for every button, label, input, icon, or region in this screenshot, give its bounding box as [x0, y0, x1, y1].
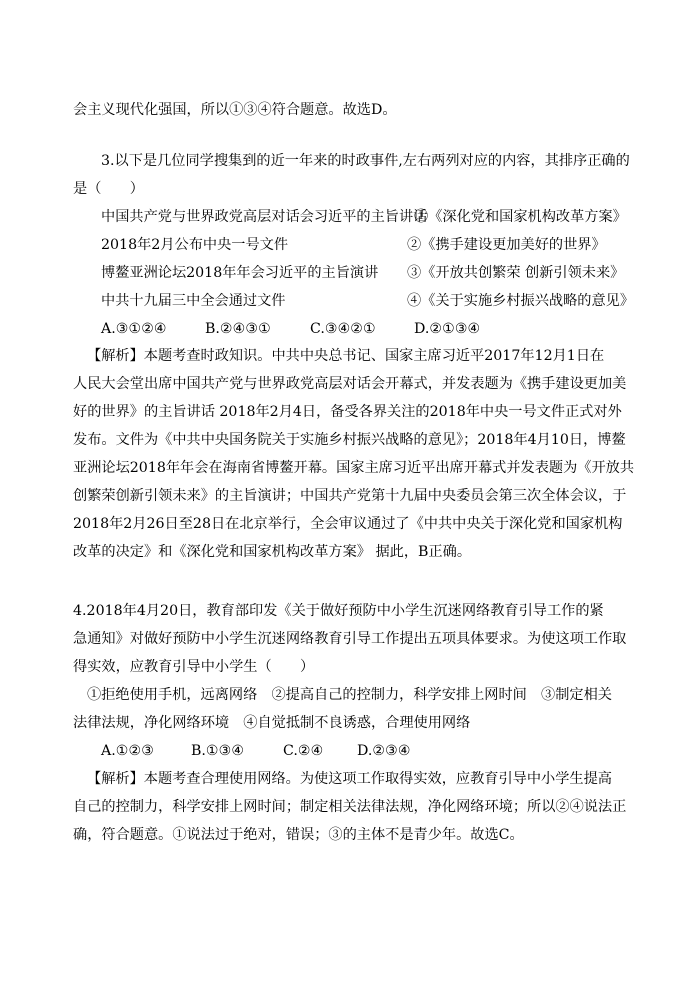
q4-option-c: C.②④	[283, 743, 324, 759]
q3-option-b: B.②④③①	[205, 321, 271, 337]
q3-pair-left-2: 2018年2月公布中央一号文件	[101, 237, 289, 253]
q3-analysis-line-5: 亚洲论坛2018年年会在海南省博鳌开幕。国家主席习近平出席开幕式并发表题为《开放共	[73, 460, 635, 476]
q3-analysis-line-3: 好的世界》的主旨讲话 2018年2月4日，备受各界关注的2018年中央一号文件正式对外	[73, 404, 622, 420]
q3-pair-left-4: 中共十九届三中全会通过文件	[101, 293, 286, 309]
q4-analysis-line-1: 【解析】本题考查合理使用网络。为使这项工作取得实效，应教育引导中小学生提高	[87, 771, 612, 787]
q4-stem-line-2: 急通知》对做好预防中小学生沉迷网络教育引导工作提出五项具体要求。为使这项工作取	[73, 631, 627, 647]
q4-stem-line-3: 得实效，应教育引导中小学生（ ）	[73, 659, 315, 675]
q3-stem-line-2: 是（ ）	[73, 181, 144, 197]
q3-option-d: D.②①③④	[414, 321, 481, 337]
q3-option-c: C.③④②①	[310, 321, 376, 337]
q3-stem-line-1: 3.以下是几位同学搜集到的近一年来的时政事件,左右两列对应的内容，其排序正确的	[101, 153, 630, 169]
q4-option-b: B.①③④	[191, 743, 245, 759]
q4-stem-line-1: 4.2018年4月20日，教育部印发《关于做好预防中小学生沉迷网络教育引导工作的紧	[73, 603, 604, 619]
q4-option-d: D.②③④	[357, 743, 411, 759]
q3-pair-left-1: 中国共产党与世界政党高层对话会习近平的主旨讲话	[101, 209, 428, 225]
q3-analysis-line-6: 创繁荣创新引领未来》的主旨演讲；中国共产党第十九届中央委员会第三次全体会议，于	[73, 488, 627, 504]
q3-option-a: A.③①②④	[101, 321, 167, 337]
q3-analysis-line-8: 改革的决定》和《深化党和国家机构改革方案》 据此，B正确。	[73, 544, 472, 560]
q3-pair-right-4: ④《关于实施乡村振兴战略的意见》	[407, 293, 635, 309]
q4-analysis-line-3: 确，符合题意。①说法过于绝对，错误；③的主体不是青少年。故选C。	[73, 827, 524, 843]
q3-analysis-line-2: 人民大会堂出席中国共产党与世界政党高层对话会开幕式，并发表题为《携手建设更加美	[73, 376, 627, 392]
q4-analysis-line-2: 自己的控制力，科学安排上网时间；制定相关法律法规，净化网络环境；所以②④说法正	[73, 799, 627, 815]
intro-line: 会主义现代化强国，所以①③④符合题意。故选D。	[73, 102, 397, 118]
q3-pair-right-2: ②《携手建设更加美好的世界》	[407, 237, 606, 253]
q3-analysis-line-4: 发布。文件为《中共中央国务院关于实施乡村振兴战略的意见》；2018年4月10日，博鳌	[73, 432, 626, 448]
q3-analysis-line-7: 2018年2月26日至28日在北京举行，全会审议通过了《中共中央关于深化党和国家机构	[73, 516, 623, 532]
q4-choices-line-2: 法律法规，净化网络环境 ④自觉抵制不良诱惑，合理使用网络	[73, 715, 471, 731]
q4-choices-line-1: ①拒绝使用手机，远离网络 ②提高自己的控制力，科学安排上网时间 ③制定相关	[87, 687, 612, 703]
q3-analysis-line-1: 【解析】本题考查时政知识。中共中央总书记、国家主席习近平2017年12月1日在	[87, 348, 605, 364]
q3-pair-right-1: ①《深化党和国家机构改革方案》	[414, 209, 627, 225]
q3-pair-left-3: 博鳌亚洲论坛2018年年会习近平的主旨演讲	[101, 265, 379, 281]
q3-pair-right-3: ③《开放共创繁荣 创新引领未来》	[407, 265, 625, 281]
q4-option-a: A.①②③	[101, 743, 154, 759]
